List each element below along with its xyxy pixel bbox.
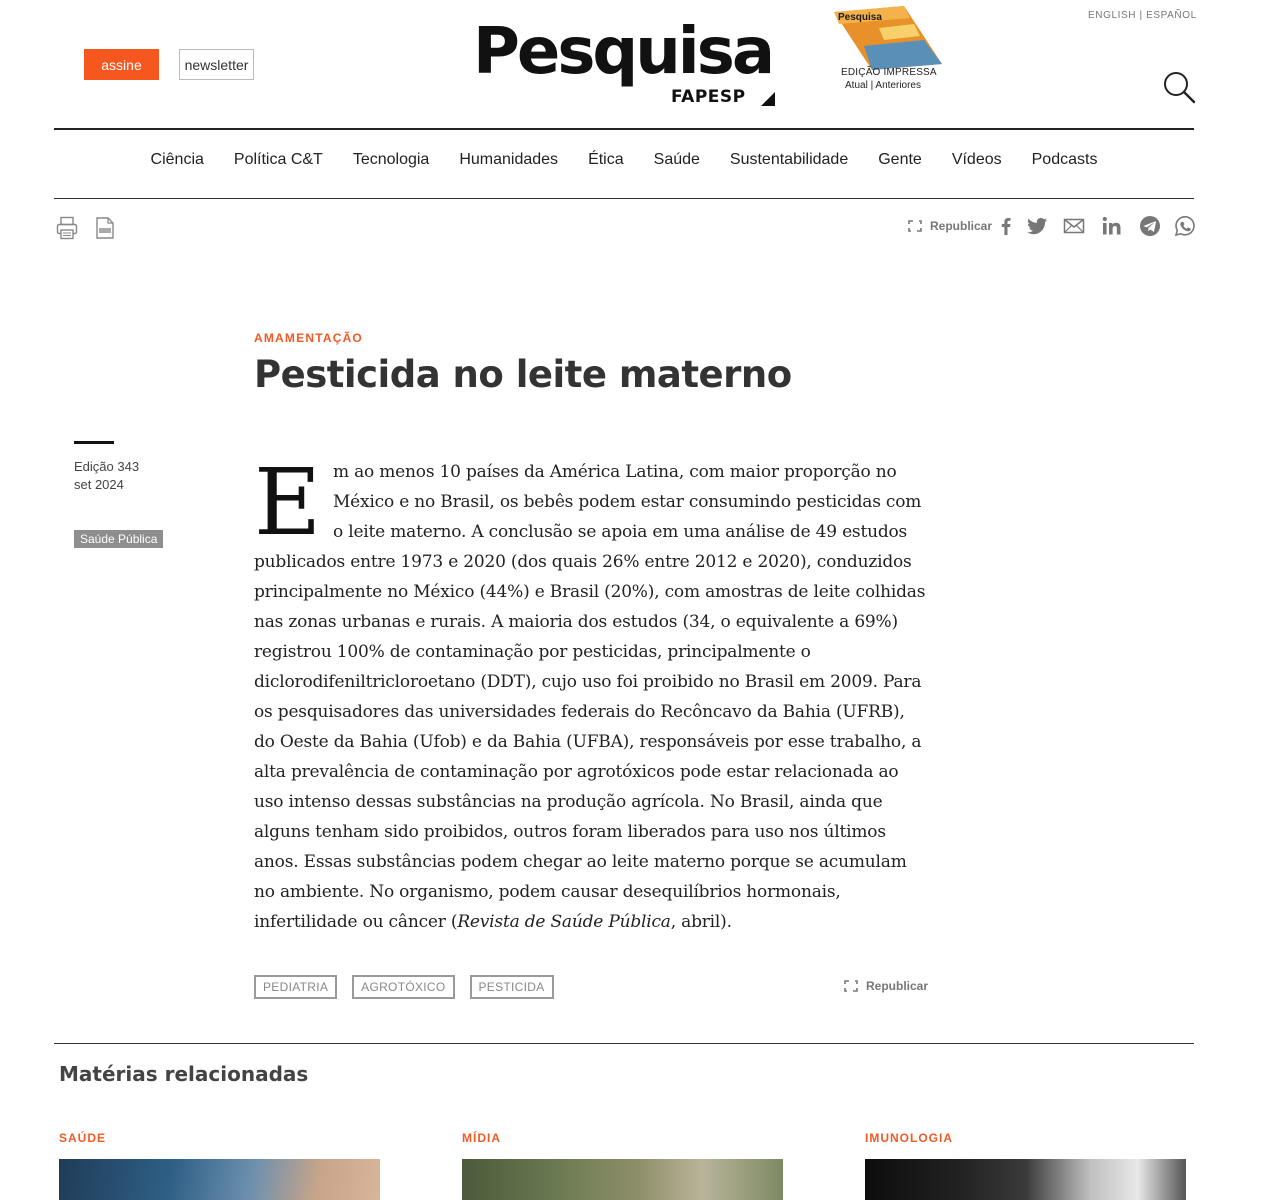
republish-label: Republicar [866,979,929,993]
tag-pesticida[interactable]: PESTICIDA [470,975,554,999]
previous-editions-link[interactable]: Anteriores [875,80,921,91]
tag-pediatria[interactable]: PEDIATRIA [254,975,337,999]
nav-item-videos[interactable]: Vídeos [951,151,1002,168]
republish-icon [842,977,860,995]
related-image-1[interactable] [59,1159,380,1200]
site-logo[interactable] [473,12,783,112]
meta-divider [74,441,114,444]
related-heading: Matérias relacionadas [59,1062,309,1086]
republish-button-bottom[interactable] [842,974,928,998]
edition-date: set 2024 [74,477,124,492]
linkedin-icon[interactable] [1100,214,1124,238]
nav-item-podcasts[interactable]: Podcasts [1031,151,1098,168]
whatsapp-icon[interactable] [1173,214,1197,238]
republish-label: Republicar [930,219,993,233]
print-icon[interactable] [56,216,78,240]
logo-subtitle: FAPESP [671,87,746,107]
email-icon[interactable] [1062,214,1086,238]
related-category-2[interactable]: MÍDIA [462,1131,501,1145]
facebook-icon[interactable] [994,214,1018,238]
nav-item-tecnologia[interactable]: Tecnologia [352,151,430,168]
section-badge[interactable]: Saúde Pública [74,530,163,548]
edition-separator: | [870,80,874,91]
article-kicker: AMAMENTAÇÃO [254,331,363,345]
related-divider [54,1043,1194,1044]
telegram-icon[interactable] [1138,214,1162,238]
header-divider [54,128,1194,130]
related-category-3[interactable]: IMUNOLOGIA [865,1131,953,1145]
related-category-1[interactable]: SAÚDE [59,1131,107,1145]
article-source: Revista de Saúde Pública [457,912,671,932]
article-body [254,449,926,937]
cover-title: Pesquisa [838,12,882,23]
tag-agrotoxico[interactable]: AGROTÓXICO [352,975,454,999]
edition-number: Edição 343 [74,459,140,474]
related-image-2[interactable] [462,1159,783,1200]
article-title: Pesticida no leite materno [254,353,792,396]
search-icon[interactable] [1162,70,1196,104]
logo-triangle-icon [761,92,775,106]
nav-item-saude[interactable]: Saúde [653,151,700,168]
article-edition-info [74,458,139,494]
article-body-main: m ao menos 10 países da América Latina, com maior proporção no México e no Brasil, os bebês podem estar consumindo pesticidas com o leite materno. A conclusão se apoia em uma análise de 49 estudos publicados entre 1973 e 2020 (dos quais 26% entre 2012 e 2020), conduzidos principalmente no México (44%) e Brasil (20%), com amostras de leite colhidas nas zonas urbanas e rurais. A maioria dos estudos (34, o equivalente a 69%) registrou 100% de contaminação por pesticidas, principalmente o diclorodifeniltricloroetano (DDT), cujo uso foi proibido no Brasil em 2009. Para os pesquisadores das universidades federais do Recôncavo da Bahia (UFRB), do Oeste da Bahia (Ufob) e da Bahia (UFBA), responsáveis por esse trabalho, a alta prevalência de contaminação por agrotóxicos pode estar relacionada ao uso intenso dessas substâncias na produção agrícola. No Brasil, ainda que alguns tenham sido proibidos, outros foram liberados para uso nos últimos anos. Essas substâncias podem chegar ao leite materno porque se acumulam no ambiente. No organismo, podem causar desequilíbrios hormonais, infertilidade ou câncer ( [254,462,926,932]
article-body-end: , abril). [670,912,732,932]
nav-divider [54,198,1194,199]
lang-separator: | [1139,10,1143,21]
nav-item-humanidades[interactable]: Humanidades [459,151,559,168]
tag-list [254,975,554,999]
nav-item-gente[interactable]: Gente [878,151,922,168]
lang-english-link[interactable]: ENGLISH [1088,10,1137,21]
main-nav [54,140,1194,180]
print-edition-links [845,80,921,91]
nav-item-etica[interactable]: Ética [588,151,624,168]
print-edition-label: EDIÇÃO IMPRESSA [841,67,937,78]
related-image-3[interactable] [865,1159,1186,1200]
pdf-icon[interactable] [95,217,115,239]
nav-item-ciencia[interactable]: Ciência [150,151,204,168]
republish-icon [906,217,924,235]
subscribe-button[interactable]: assine [84,49,159,80]
newsletter-button[interactable]: newsletter [179,49,254,80]
language-switcher [1088,10,1197,21]
nav-item-politica[interactable]: Política C&T [233,151,323,168]
logo-wordmark: Pesquisa [473,15,772,89]
dropcap: E [254,449,321,556]
current-edition-link[interactable]: Atual [845,80,868,91]
republish-button[interactable] [906,214,992,238]
lang-espanol-link[interactable]: ESPAÑOL [1146,10,1197,21]
nav-item-sustentabilidade[interactable]: Sustentabilidade [729,151,849,168]
twitter-icon[interactable] [1025,214,1049,238]
